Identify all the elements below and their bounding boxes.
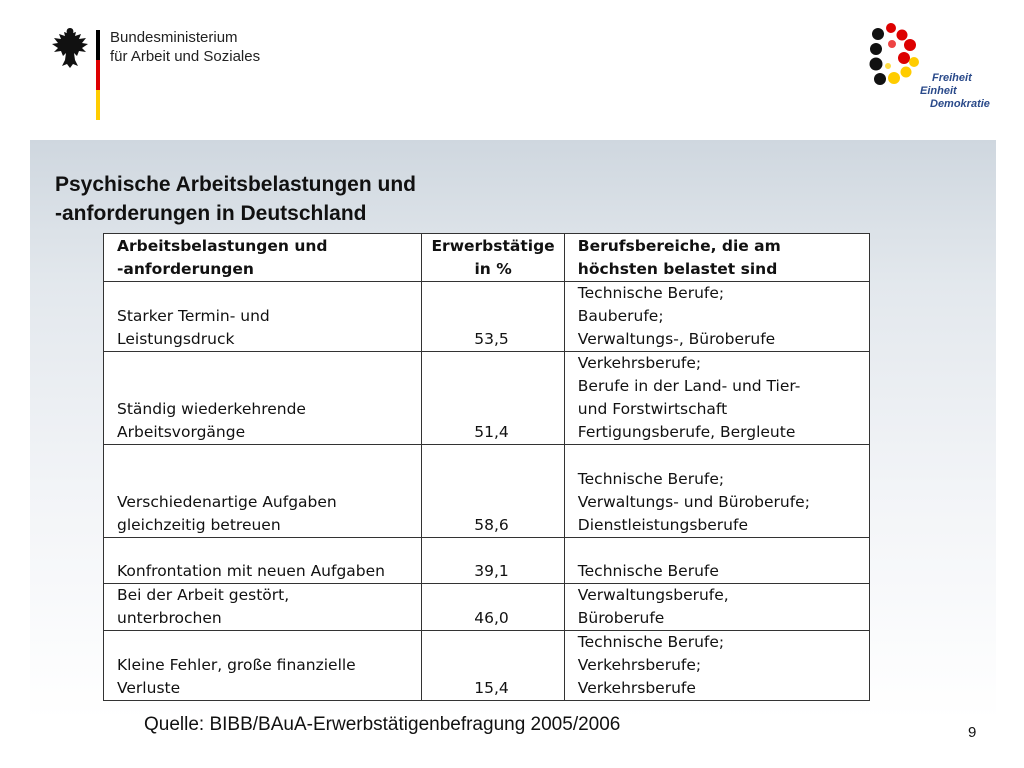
table-header-row (104, 234, 870, 282)
source-note: Quelle: BIBB/BAuA-Erwerbstätigenbefragung 2005/2006 (144, 714, 621, 735)
slide-title (55, 170, 535, 228)
slide-title-line-1: Psychische Arbeitsbelastungen und (55, 173, 416, 196)
cell-fields: Technische Berufe; Verkehrsberufe; Verkehrsberufe (564, 631, 869, 701)
logo-caption (920, 72, 990, 111)
ministry-line-1: Bundesministerium (110, 29, 238, 46)
table-row (104, 584, 870, 631)
flag-stripe-gold (96, 90, 100, 120)
cell-burden: Kleine Fehler, große finanzielle Verluste (104, 631, 422, 701)
page-number: 9 (968, 724, 977, 741)
cell-percent: 51,4 (422, 352, 564, 445)
slide-title-line-2: -anforderungen in Deutschland (55, 202, 367, 225)
cell-burden: Starker Termin- und Leistungsdruck (104, 282, 422, 352)
burden-table (103, 233, 870, 701)
cell-burden: Bei der Arbeit gestört, unterbrochen (104, 584, 422, 631)
cell-fields: Technische Berufe; Verwaltungs- und Büroberufe; Dienstleistungsberufe (564, 445, 869, 538)
logo-word-demokratie: Demokratie (930, 98, 990, 110)
ministry-name (110, 28, 260, 66)
table-row (104, 631, 870, 701)
cell-fields: Verkehrsberufe; Berufe in der Land- und Tier- und Forstwirtschaft Fertigungsberufe, Bergleute (564, 352, 869, 445)
cell-burden: Ständig wiederkehrende Arbeitsvorgänge (104, 352, 422, 445)
cell-percent: 53,5 (422, 282, 564, 352)
cell-percent: 58,6 (422, 445, 564, 538)
cell-percent: 15,4 (422, 631, 564, 701)
cell-fields: Technische Berufe (564, 538, 869, 584)
header-percent: Erwerbstätige in % (422, 234, 564, 282)
table-row (104, 352, 870, 445)
cell-fields: Verwaltungsberufe, Büroberufe (564, 584, 869, 631)
header-burden: Arbeitsbelastungen und -anforderungen (104, 234, 422, 282)
logo-word-freiheit: Freiheit (932, 72, 972, 84)
cell-burden: Verschiedenartige Aufgaben gleichzeitig betreuen (104, 445, 422, 538)
header-fields: Berufsbereiche, die am höchsten belastet sind (564, 234, 869, 282)
flag-stripe-red (96, 60, 100, 90)
logo-word-einheit: Einheit (920, 85, 957, 97)
table-row (104, 445, 870, 538)
cell-percent: 39,1 (422, 538, 564, 584)
cell-burden: Konfrontation mit neuen Aufgaben (104, 538, 422, 584)
slide-header (0, 0, 1024, 140)
flag-bar (96, 30, 100, 120)
flag-stripe-black (96, 30, 100, 60)
table-row (104, 282, 870, 352)
ministry-line-2: für Arbeit und Soziales (110, 48, 261, 65)
federal-eagle-icon (50, 26, 90, 70)
cell-percent: 46,0 (422, 584, 564, 631)
table-row (104, 538, 870, 584)
cell-fields: Technische Berufe; Bauberufe; Verwaltungs-, Büroberufe (564, 282, 869, 352)
